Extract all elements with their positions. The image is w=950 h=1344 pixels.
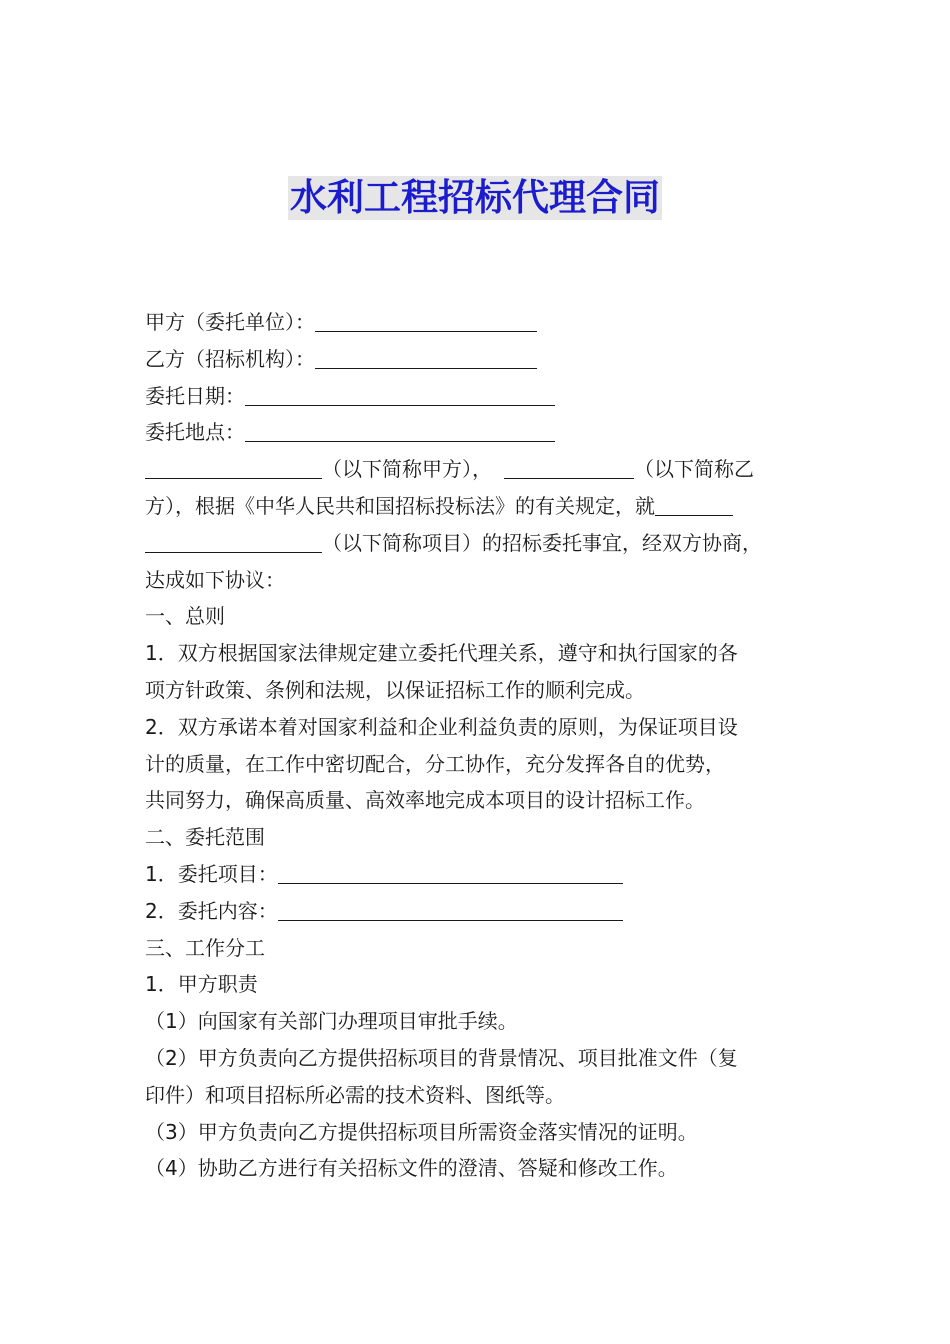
party-b-name-blank [504,456,634,479]
section3-heading: 三、工作分工 [145,935,265,960]
document-title: 水利工程招标代理合同 [290,176,660,219]
party-b-line [145,341,810,378]
title-wrap [0,176,950,220]
project-blank-end [145,530,322,553]
section3-duty4: （4）协助乙方进行有关招标文件的澄清、答疑和修改工作。 [145,1156,678,1181]
section1-item2-line1: 2．双方承诺本着对国家利益和企业利益负责的原则，为保证项目设 [145,714,738,739]
section3-duty3: （3）甲方负责向乙方提供招标项目所需资金落实情况的证明。 [145,1119,698,1144]
section2-item1 [145,856,810,893]
party-a-name-blank [145,456,322,479]
intro-seg2: （以下简称乙 [634,457,754,482]
party-b-blank [315,346,537,369]
place-blank [245,419,555,442]
intro-seg5: 达成如下协议： [145,567,285,592]
section2-item2-label: 2．委托内容： [145,898,278,923]
intro-seg3: 方），根据《中华人民共和国招标投标法》的有关规定，就 [145,493,655,518]
party-b-label: 乙方（招标机构）： [145,346,315,371]
date-blank [245,383,555,406]
intro-seg4: （以下简称项目）的招标委托事宜，经双方协商， [322,530,762,555]
section1-item1-line2: 项方针政策、条例和法规，以保证招标工作的顺利完成。 [145,677,645,702]
section2-heading: 二、委托范围 [145,825,265,850]
section1-heading: 一、总则 [145,604,225,629]
date-label: 委托日期： [145,383,245,408]
section3-duty2-line1: （2）甲方负责向乙方提供招标项目的背景情况、项目批准文件（复 [145,1045,738,1070]
intro-line-1 [145,451,810,488]
intro-line-4 [145,562,810,599]
document-body [145,304,810,1187]
party-a-line [145,304,810,341]
section2-item1-label: 1．委托项目： [145,861,278,886]
project-blank-start [655,493,733,516]
section1-item1-line1: 1．双方根据国家法律规定建立委托代理关系，遵守和执行国家的各 [145,641,738,666]
section3-duty2-line2: 印件）和项目招标所必需的技术资料、图纸等。 [145,1082,565,1107]
section3-duty1: （1）向国家有关部门办理项目审批手续。 [145,1009,518,1034]
intro-line-3 [145,525,810,562]
intro-seg1: （以下简称甲方）， [322,457,492,482]
section1-item2-line3: 共同努力，确保高质量、高效率地完成本项目的设计招标工作。 [145,788,705,813]
section3-sub1: 1．甲方职责 [145,972,258,997]
place-line [145,414,810,451]
section2-item1-blank [278,861,623,884]
intro-line-2 [145,488,810,525]
section2-item2 [145,893,810,930]
party-a-label: 甲方（委托单位）： [145,310,315,334]
section1-item2-line2: 计的质量，在工作中密切配合，分工协作，充分发挥各自的优势， [145,751,725,776]
party-a-blank [315,309,537,332]
section2-item2-blank [278,898,623,921]
date-line [145,378,810,415]
place-label: 委托地点： [145,420,245,445]
